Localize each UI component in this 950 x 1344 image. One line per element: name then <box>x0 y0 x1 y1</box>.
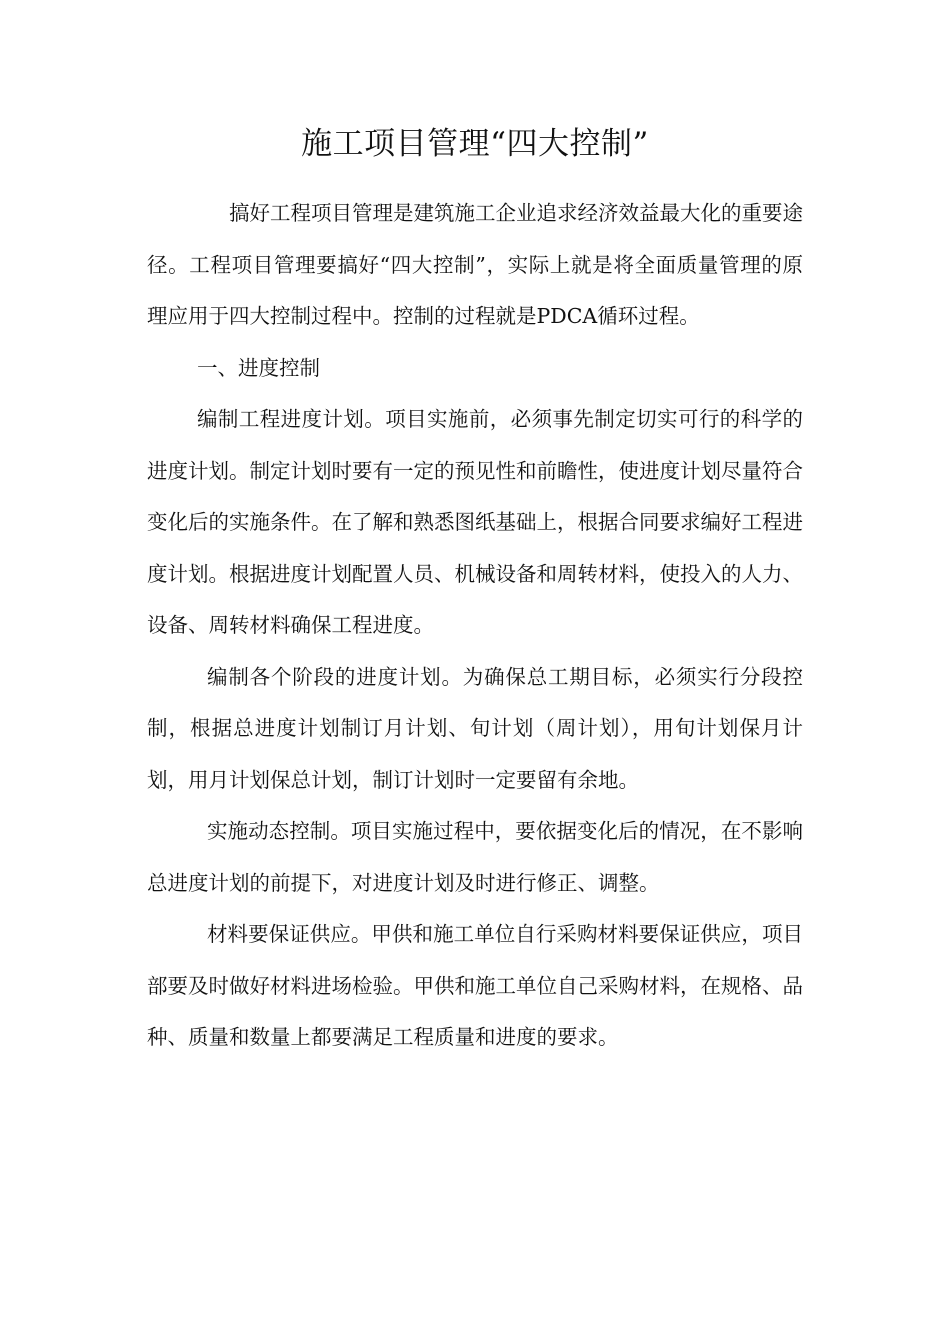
paragraph-material-supply: 材料要保证供应。甲供和施工单位自行采购材料要保证供应，项目部要及时做好材料进场检验。甲供和施工单位自己采购材料，在规格、品种、质量和数量上都要满足工程质量和进度的要求。 <box>147 922 803 1049</box>
paragraph-dynamic-control: 实施动态控制。项目实施过程中，要依据变化后的情况，在不影响总进度计划的前提下，对进度计划及时进行修正、调整。 <box>147 819 803 895</box>
document-title: 施工项目管理“四大控制” <box>301 126 649 162</box>
section-heading-progress-control: 一、进度控制 <box>197 355 320 380</box>
intro-paragraph: 搞好工程项目管理是建筑施工企业追求经济效益最大化的重要途径。工程项目管理要搞好“四大控制”，实际上就是将全面质量管理的原理应用于四大控制过程中。控制的过程就是PDCA循环过程。 <box>147 201 803 328</box>
document-body <box>147 188 803 1064</box>
paragraph-progress-plan: 编制工程进度计划。项目实施前，必须事先制定切实可行的科学的进度计划。制定计划时要有一定的预见性和前瞻性，使进度计划尽量符合变化后的实施条件。在了解和熟悉图纸基础上，根据合同要求编好工程进度计划。根据进度计划配置人员、机械设备和周转材料，使投入的人力、设备、周转材料确保工程进度。 <box>147 407 803 637</box>
paragraph-stage-plan: 编制各个阶段的进度计划。为确保总工期目标，必须实行分段控制，根据总进度计划制订月计划、旬计划（周计划），用旬计划保月计划，用月计划保总计划，制订计划时一定要留有余地。 <box>147 664 803 792</box>
